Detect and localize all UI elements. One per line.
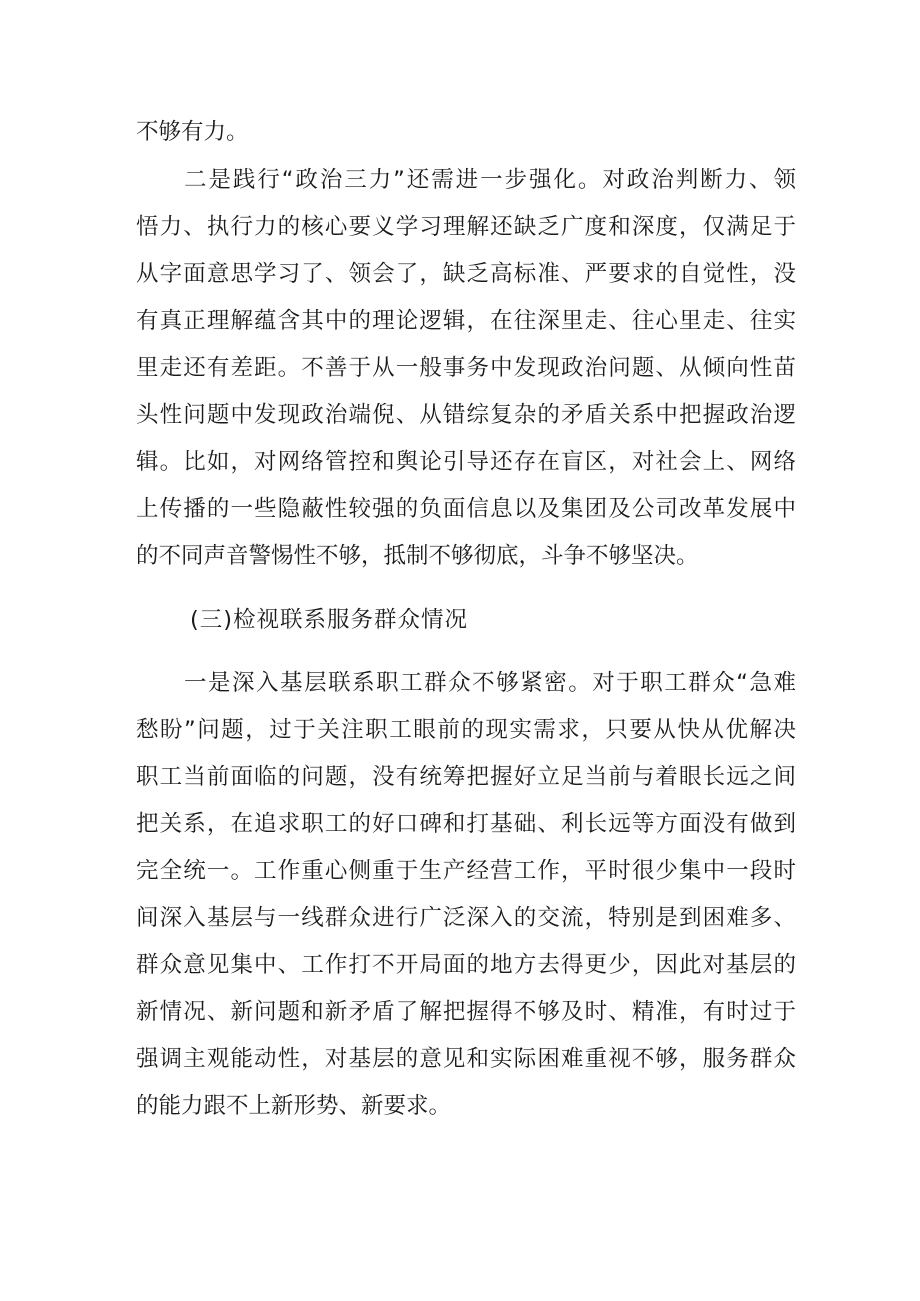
paragraph-line: 群众意见集中、工作打不开局面的地方去得更少，因此对基层的 <box>136 952 796 978</box>
paragraph-line: 把关系，在追求职工的好口碑和打基础、利长远等方面没有做到 <box>136 811 796 837</box>
paragraph-line: 新情况、新问题和新矛盾了解把握得不够及时、精准，有时过于 <box>136 999 796 1025</box>
section-heading: (三)检视联系服务群众情况 <box>190 607 469 633</box>
paragraph-line: 上传播的一些隐蔽性较强的负面信息以及集团及公司改革发展中 <box>136 496 796 522</box>
paragraph-line: 的能力跟不上新形势、新要求。 <box>136 1093 452 1119</box>
paragraph-line: 里走还有差距。不善于从一般事务中发现政治问题、从倾向性苗 <box>136 355 796 381</box>
paragraph-line: 悟力、执行力的核心要义学习理解还缺乏广度和深度，仅满足于 <box>136 214 796 240</box>
paragraph-line: 的不同声音警惕性不够，抵制不够彻底，斗争不够坚决。 <box>136 543 699 569</box>
paragraph-line: 愁盼”问题，过于关注职工眼前的现实需求，只要从快从优解决 <box>136 717 796 743</box>
paragraph-line: 间深入基层与一线群众进行广泛深入的交流，特别是到困难多、 <box>136 905 796 931</box>
paragraph-line: 有真正理解蕴含其中的理论逻辑，在往深里走、往心里走、往实 <box>136 308 796 334</box>
paragraph-line: 辑。比如，对网络管控和舆论引导还存在盲区，对社会上、网络 <box>136 449 796 475</box>
paragraph-line: 职工当前面临的问题，没有统筹把握好立足当前与着眼长远之间 <box>136 764 796 790</box>
paragraph-line: 完全统一。工作重心侧重于生产经营工作，平时很少集中一段时 <box>136 858 796 884</box>
paragraph-fragment: 不够有力。 <box>136 119 249 145</box>
paragraph-line: 从字面意思学习了、领会了，缺乏高标准、严要求的自觉性，没 <box>136 261 796 287</box>
paragraph-line: 头性问题中发现政治端倪、从错综复杂的矛盾关系中把握政治逻 <box>136 402 796 428</box>
paragraph-line: 强调主观能动性，对基层的意见和实际困难重视不够，服务群众 <box>136 1046 796 1072</box>
paragraph-line: 二是践行“政治三力”还需进一步强化。对政治判断力、领 <box>184 167 796 193</box>
paragraph-line: 一是深入基层联系职工群众不够紧密。对于职工群众“急难 <box>184 670 796 696</box>
